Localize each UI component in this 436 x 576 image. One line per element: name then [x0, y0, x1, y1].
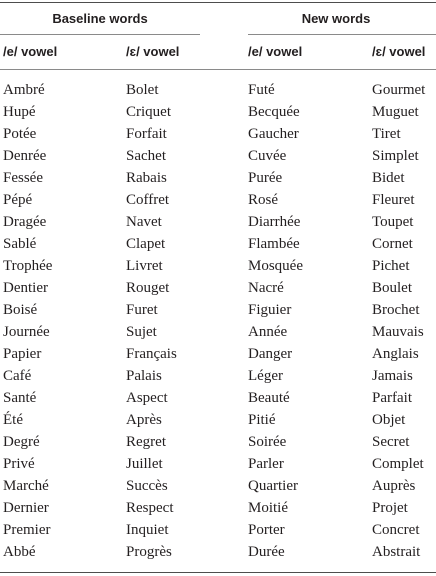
new-e-word: Soirée	[248, 434, 287, 450]
baseline-e-word: Santé	[3, 390, 37, 406]
new-e-word: Figuier	[248, 302, 292, 318]
baseline-epsilon-word: Rabais	[126, 170, 167, 186]
new-e-word: Léger	[248, 368, 283, 384]
baseline-epsilon-word: Criquet	[126, 104, 171, 120]
new-epsilon-word: Secret	[372, 434, 410, 450]
group-header-new-words: New words	[301, 11, 371, 26]
new-e-word: Durée	[248, 544, 285, 560]
baseline-e-word: Dernier	[3, 500, 49, 516]
baseline-e-word: Marché	[3, 478, 49, 494]
new-epsilon-word: Simplet	[372, 148, 419, 164]
new-e-word: Mosquée	[248, 258, 303, 274]
baseline-e-word: Boisé	[3, 302, 38, 318]
table-row	[0, 255, 436, 277]
baseline-e-word: Privé	[3, 456, 35, 472]
baseline-epsilon-word: Inquiet	[126, 522, 169, 538]
table-row	[0, 123, 436, 145]
table-top-rule	[0, 2, 436, 3]
baseline-e-word: Potée	[3, 126, 37, 142]
new-e-word: Flambée	[248, 236, 300, 252]
table-bottom-rule	[0, 572, 436, 573]
baseline-e-word: Premier	[3, 522, 51, 538]
new-epsilon-word: Projet	[372, 500, 408, 516]
baseline-e-word: Fessée	[3, 170, 43, 186]
new-epsilon-word: Muguet	[372, 104, 419, 120]
new-epsilon-word: Anglais	[372, 346, 419, 362]
new-epsilon-word: Pichet	[372, 258, 410, 274]
baseline-epsilon-word: Furet	[126, 302, 158, 318]
table-row	[0, 387, 436, 409]
table-row	[0, 211, 436, 233]
table-row	[0, 145, 436, 167]
new-epsilon-word: Parfait	[372, 390, 412, 406]
baseline-epsilon-word: Après	[126, 412, 162, 428]
new-e-word: Purée	[248, 170, 283, 186]
baseline-e-word: Pépé	[3, 192, 33, 208]
new-epsilon-word: Boulet	[372, 280, 412, 296]
new-e-word: Moitié	[248, 500, 288, 516]
new-epsilon-word: Tiret	[372, 126, 401, 142]
table-row	[0, 541, 436, 563]
table-row	[0, 519, 436, 541]
baseline-epsilon-word: Clapet	[126, 236, 166, 252]
header-rule	[0, 69, 436, 70]
new-e-word: Porter	[248, 522, 285, 538]
new-epsilon-word: Brochet	[372, 302, 420, 318]
table-row	[0, 101, 436, 123]
baseline-epsilon-word: Sachet	[126, 148, 166, 164]
new-e-word: Cuvée	[248, 148, 287, 164]
new-epsilon-word: Bidet	[372, 170, 405, 186]
new-e-word: Becquée	[248, 104, 300, 120]
baseline-e-word: Papier	[3, 346, 42, 362]
baseline-e-word: Trophée	[3, 258, 53, 274]
new-e-word: Beauté	[248, 390, 290, 406]
new-e-word: Quartier	[248, 478, 298, 494]
new-epsilon-word: Jamais	[372, 368, 413, 384]
baseline-epsilon-word: Bolet	[126, 82, 159, 98]
baseline-e-word: Degré	[3, 434, 40, 450]
new-epsilon-word: Gourmet	[372, 82, 426, 98]
baseline-epsilon-word: Juillet	[126, 456, 163, 472]
baseline-e-word: Denrée	[3, 148, 47, 164]
new-epsilon-word: Objet	[372, 412, 406, 428]
table-row	[0, 167, 436, 189]
baseline-e-word: Sablé	[3, 236, 37, 252]
new-epsilon-word: Auprès	[372, 478, 416, 494]
col-header-baseline-e: /e/ vowel	[3, 44, 58, 59]
baseline-epsilon-word: Regret	[126, 434, 166, 450]
table-row	[0, 189, 436, 211]
baseline-epsilon-word: Coffret	[126, 192, 170, 208]
group-header-baseline-words: Baseline words	[52, 11, 148, 26]
baseline-e-word: Hupé	[3, 104, 36, 120]
baseline-epsilon-word: Français	[126, 346, 177, 362]
baseline-epsilon-word: Succès	[126, 478, 168, 494]
table-row	[0, 321, 436, 343]
new-epsilon-word: Concret	[372, 522, 420, 538]
new-e-word: Pitié	[248, 412, 276, 428]
table-row	[0, 277, 436, 299]
new-e-word: Année	[248, 324, 288, 340]
baseline-epsilon-word: Progrès	[126, 544, 172, 560]
new-e-word: Diarrhée	[248, 214, 301, 230]
baseline-e-word: Journée	[3, 324, 50, 340]
baseline-e-word: Café	[3, 368, 32, 384]
table-row	[0, 343, 436, 365]
group-rule-new	[248, 34, 436, 35]
new-e-word: Nacré	[248, 280, 284, 296]
new-epsilon-word: Abstrait	[372, 544, 421, 560]
table-row	[0, 409, 436, 431]
new-e-word: Danger	[248, 346, 293, 362]
baseline-e-word: Dragée	[3, 214, 47, 230]
new-e-word: Parler	[248, 456, 284, 472]
col-header-new-e: /e/ vowel	[248, 44, 303, 59]
col-header-new-epsilon: /ɛ/ vowel	[372, 44, 426, 59]
baseline-e-word: Été	[3, 412, 23, 428]
baseline-epsilon-word: Rouget	[126, 280, 170, 296]
new-epsilon-word: Fleuret	[372, 192, 415, 208]
table-row	[0, 79, 436, 101]
baseline-e-word: Abbé	[3, 544, 36, 560]
table-row	[0, 497, 436, 519]
table-row	[0, 431, 436, 453]
new-epsilon-word: Complet	[372, 456, 424, 472]
table-row	[0, 365, 436, 387]
baseline-e-word: Ambré	[3, 82, 45, 98]
new-epsilon-word: Toupet	[372, 214, 414, 230]
col-header-baseline-epsilon: /ɛ/ vowel	[126, 44, 180, 59]
table-row	[0, 475, 436, 497]
group-rule-baseline	[0, 34, 200, 35]
new-epsilon-word: Mauvais	[372, 324, 424, 340]
baseline-epsilon-word: Navet	[126, 214, 162, 230]
baseline-epsilon-word: Livret	[126, 258, 163, 274]
table-row	[0, 299, 436, 321]
new-epsilon-word: Cornet	[372, 236, 413, 252]
baseline-epsilon-word: Aspect	[126, 390, 168, 406]
baseline-epsilon-word: Forfait	[126, 126, 167, 142]
table-row	[0, 453, 436, 475]
new-e-word: Rosé	[248, 192, 278, 208]
new-e-word: Futé	[248, 82, 275, 98]
table-row	[0, 233, 436, 255]
baseline-epsilon-word: Respect	[126, 500, 174, 516]
baseline-epsilon-word: Palais	[126, 368, 162, 384]
baseline-e-word: Dentier	[3, 280, 48, 296]
baseline-epsilon-word: Sujet	[126, 324, 157, 340]
new-e-word: Gaucher	[248, 126, 299, 142]
